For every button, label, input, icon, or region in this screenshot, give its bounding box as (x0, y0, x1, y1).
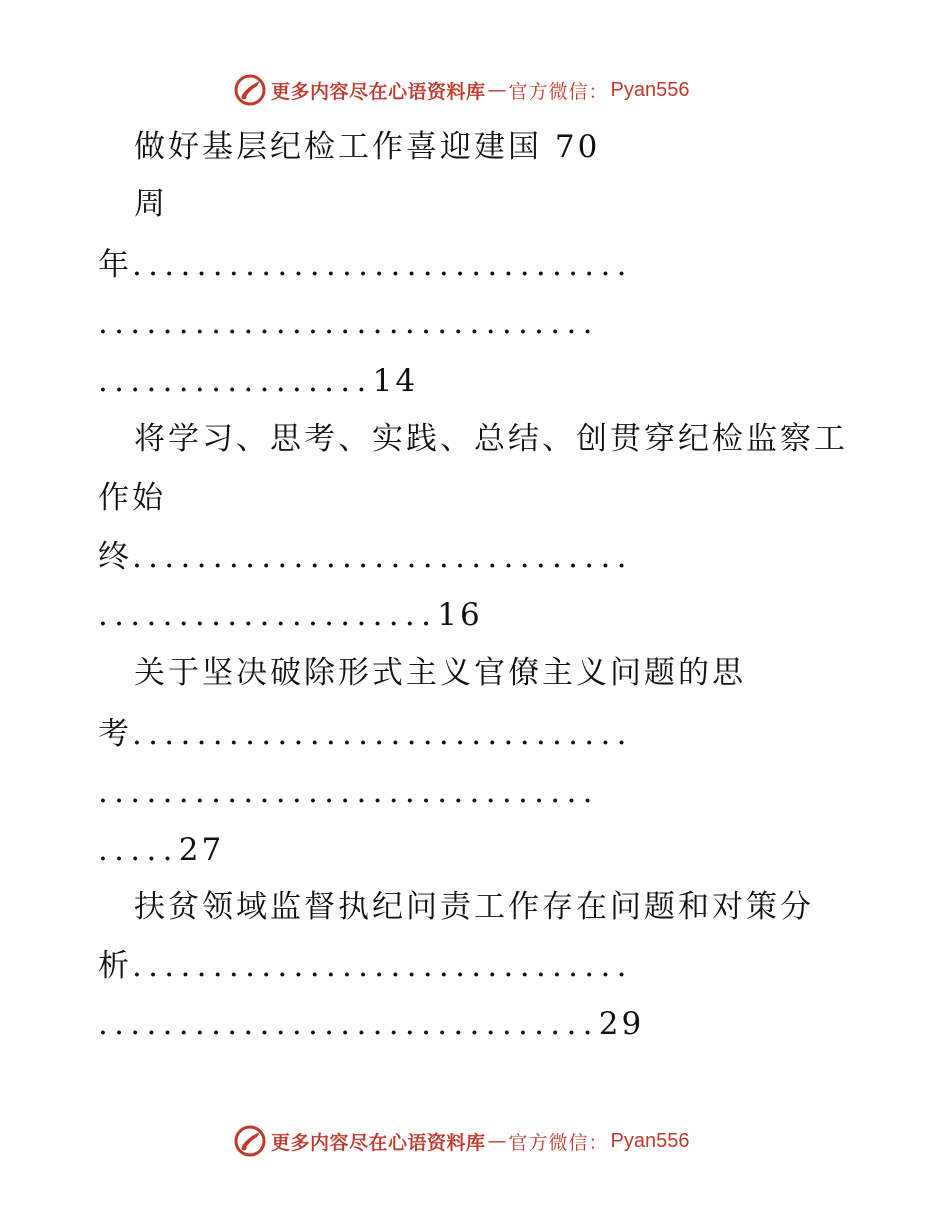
toc-entry-1-dots-b: ............................... (98, 305, 599, 341)
toc-entry-4-leader-line1 (98, 946, 633, 986)
toc-entry-4-title-line2: 析 (98, 948, 132, 984)
toc-entry-2-leader-line2 (98, 595, 483, 635)
banner-wechat-label: 官方微信： (508, 80, 609, 103)
banner-dash: — (487, 79, 507, 101)
banner-wechat-label: 官方微信： (508, 1131, 609, 1154)
toc-entry-1-leader-line1 (98, 245, 633, 285)
toc-entry-1-dots-a: ............................... (132, 247, 633, 283)
toc-entry-3-leader-line1 (98, 714, 633, 754)
toc-entry-1-leader-line3 (98, 361, 418, 401)
toc-entry-4-leader-line2 (98, 1004, 644, 1044)
brush-logo-icon (233, 1124, 267, 1158)
toc-entry-3-title-line2: 考 (98, 716, 132, 752)
toc-entry-3-dots-a: ............................... (132, 716, 633, 752)
banner-wechat-id: Pyan556 (610, 1129, 690, 1152)
toc-entry-3-dots-c: ..... (98, 832, 179, 868)
toc-entry-1-title-line2: 周 (134, 186, 168, 222)
toc-entry-3-title-line1: 关于坚决破除形式主义官僚主义问题的思 (134, 655, 746, 691)
toc-entry-4-page-number: 29 (598, 1006, 645, 1042)
toc-entry-2-dots-a: ............................... (132, 539, 633, 575)
toc-entry-1-leader-line2 (98, 303, 599, 343)
toc-entry-4-title-line1: 扶贫领域监督执纪问责工作存在问题和对策分 (134, 889, 814, 925)
toc-entry-1-title-line1: 做好基层纪检工作喜迎建国 70 (134, 129, 601, 165)
toc-entry-2-leader-line1 (98, 537, 633, 577)
toc-entry-2-title-line3: 终 (98, 539, 132, 575)
toc-entry-3-dots-b: ............................... (98, 774, 599, 810)
toc-entry-3-leader-line2 (98, 772, 599, 812)
footer-banner (233, 1121, 690, 1161)
toc-entry-2-title-line1: 将学习、思考、实践、总结、创贯穿纪检监察工 (134, 421, 848, 457)
toc-entry-3-page-number: 27 (178, 832, 225, 868)
toc-entry-2-page-number: 16 (437, 597, 483, 633)
toc-entry-2-dots-b: ..................... (98, 597, 438, 633)
toc-entry-2-title-line2: 作始 (98, 480, 166, 516)
toc-entry-1-dots-c: ................. (98, 363, 373, 399)
banner-main-text: 更多内容尽在心语资料库 (271, 1131, 486, 1154)
toc-entry-4-dots-a: ............................... (132, 948, 633, 984)
banner-wechat-id: Pyan556 (610, 78, 690, 101)
toc-entry-3-leader-line3 (98, 830, 224, 870)
toc-entry-1-title-line3: 年 (98, 247, 132, 283)
banner-main-text: 更多内容尽在心语资料库 (271, 80, 486, 103)
toc-entry-1-page-number: 14 (372, 363, 419, 399)
banner-dash: — (487, 1130, 507, 1152)
toc-entry-4-dots-b: ............................... (98, 1006, 599, 1042)
